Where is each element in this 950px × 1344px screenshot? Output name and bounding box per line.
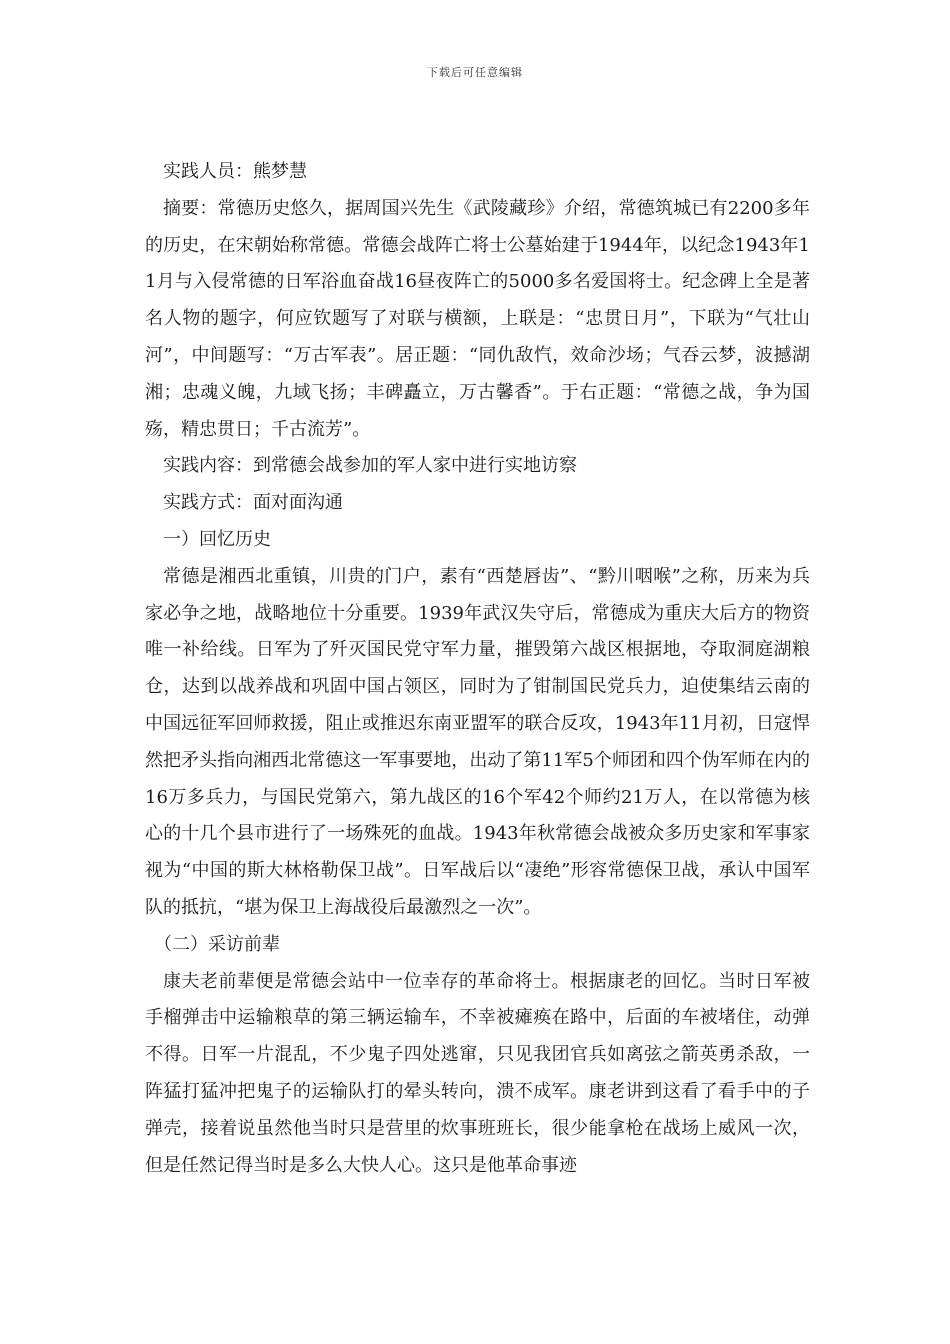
section-heading-interview: （二）采访前辈 bbox=[154, 933, 280, 955]
practice-method-line: 实践方式：面对面沟通 bbox=[163, 492, 343, 514]
abstract-paragraph: 摘要：常德历史悠久，据周国兴先生《武陵藏珍》介绍，常德筑城已有2200多年的历史，在宋朝始称常德。常德会战阵亡将士公墓始建于1944年，以纪念1943年11月与入侵常德的日军浴血奋战16昼夜阵亡的5000多名爱国将士。纪念碑上全是著名人物的题字，何应钦题写了对联与横额，上联是：“忠贯日月”，下联为“气壮山河”，中间题写：“万古军表”。居正题：“同仇敌忾，效命沙场；气吞云梦，波撼湖湘；忠魂义魄，九域飞扬；丰碑矗立，万古馨香”。于右正题：“常德之战，争为国殇，精忠贯日；千古流芳”。 bbox=[145, 197, 810, 440]
interview-paragraph: 康夫老前辈便是常德会站中一位幸存的革命将士。根据康老的回忆。当时日军被手榴弹击中运输粮草的第三辆运输车，不幸被瘫痪在路中，后面的车被堵住，动弹不得。日军一片混乱，不少鬼子四处逃窜，只见我团官兵如离弦之箭英勇杀敌，一阵猛打猛冲把鬼子的运输队打的晕头转向，溃不成军。康老讲到这看了看手中的子弹壳，接着说虽然他当时只是营里的炊事班班长，很少能拿枪在战场上威风一次，但是任然记得当时是多么大快人心。这只是他革命事迹 bbox=[145, 970, 810, 1176]
document-body bbox=[145, 154, 810, 1184]
history-paragraph: 常德是湘西北重镇，川贵的门户，素有“西楚唇齿”、“黔川咽喉”之称，历来为兵家必争之地，战略地位十分重要。1939年武汉失守后，常德成为重庆大后方的物资唯一补给线。日军为了歼灭国民党守军力量，摧毁第六战区根据地，夺取洞庭湖粮仓，达到以战养战和巩固中国占领区，同时为了钳制国民党兵力，迫使集结云南的中国远征军回师救援，阻止或推迟东南亚盟军的联合反攻，1943年11月初，日寇悍然把矛头指向湘西北常德这一军事要地，出动了第11军5个师团和四个伪军师在内的16万多兵力，与国民党第六，第九战区的16个军42个师约21万人，在以常德为核心的十几个县市进行了一场殊死的血战。1943年秋常德会战被众多历史家和军事家视为“中国的斯大林格勒保卫战”。日军战后以“凄绝”形容常德保卫战，承认中国军队的抵抗，“堪为保卫上海战役后最激烈之一次”。 bbox=[145, 565, 810, 918]
practitioner-line: 实践人员：熊梦慧 bbox=[163, 161, 307, 182]
page-header: 下载后可任意编辑 bbox=[427, 66, 523, 79]
section-heading-history: 一）回忆历史 bbox=[163, 528, 271, 550]
practice-content-line: 实践内容：到常德会战参加的军人家中进行实地访察 bbox=[163, 455, 577, 477]
